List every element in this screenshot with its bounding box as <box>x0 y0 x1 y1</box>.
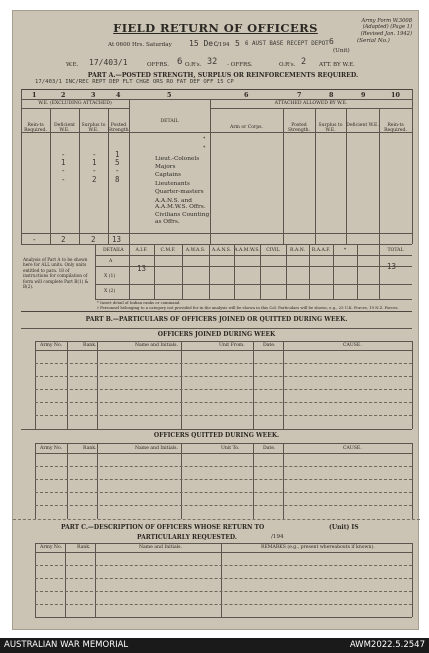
part-c-vline <box>95 543 96 617</box>
analysis-head: C.M.F. <box>160 248 176 253</box>
total-c1: - <box>32 235 37 244</box>
part-b-top-rule <box>21 311 412 312</box>
aif-value: 13 <box>137 264 147 273</box>
total-c2: 2 <box>61 235 66 244</box>
joined-row-rule <box>35 402 412 403</box>
col-head: Rein-ts Required. <box>384 123 407 133</box>
quitted-vline <box>181 443 182 519</box>
part-c-head-top <box>35 543 412 544</box>
col2-values <box>61 151 66 184</box>
quitted-head-bottom <box>35 453 412 454</box>
joined-row-rule <box>35 363 412 364</box>
col-head: Arm or Corps. <box>230 125 263 130</box>
offrs-handwritten: 6 <box>177 57 183 67</box>
analysis-footnotes <box>97 301 411 310</box>
army-form-label <box>361 18 412 37</box>
rank-lt-colonels: Lieut.-Colonels <box>155 156 200 162</box>
part-c-vline <box>221 543 222 617</box>
joined-col-head: Army No. <box>40 343 63 348</box>
joined-row-rule <box>35 415 412 416</box>
typed-we-line: 17/403/1 INC/REC REPT DEP FLT CHGE ORS RO FAT DEF OFF 15 CP <box>35 79 234 85</box>
footnote: * Insert detail of Indian ranks or command. <box>97 300 181 305</box>
quitted-vline <box>253 443 254 519</box>
rank-captains: Captains <box>155 172 181 179</box>
form-title: FIELD RETURN OF OFFICERS <box>113 21 318 35</box>
quitted-row-rule <box>35 492 412 493</box>
quitted-col-head: Army No. <box>40 446 63 451</box>
col-head: Surplus to W.E. <box>81 123 106 133</box>
we-excluding-header: W.E. (EXCLUDING ATTACHED) <box>38 101 112 106</box>
part-c-vline <box>65 543 66 617</box>
serial-no-label: (Serial No.) <box>357 38 390 44</box>
col4-values <box>115 151 120 184</box>
analysis-head: DETAIL <box>102 248 122 253</box>
col-head: Posted Strength. <box>287 123 311 133</box>
part-c-bottom-rule <box>35 617 412 618</box>
col-number: 9 <box>361 91 366 99</box>
col-head: Deficient W.E. <box>53 123 76 133</box>
rank-list <box>155 155 211 225</box>
col-head: Rein-ts Required. <box>24 123 47 133</box>
joined-vline <box>412 341 413 429</box>
att-label: ATT. BY W.E. <box>319 62 355 68</box>
part-c-col-head: REMARKS (e.g., present whereabouts if known). <box>261 545 375 550</box>
archive-caption-bar <box>0 638 429 653</box>
date-handwritten: 15 Dec <box>189 39 218 48</box>
analysis-note: Analysis of Part A to be shown here for ALL units. Only units entitled to para. 18 of instructions for compilation of form will complete Part B(1) & B(2). <box>23 257 89 290</box>
quitted-col-head: Rank. <box>83 446 97 451</box>
rank-majors: Majors <box>155 164 176 171</box>
analysis-row-label: X (1) <box>104 274 116 279</box>
cell-value: - <box>61 150 66 159</box>
cell-value: - <box>115 166 120 176</box>
detail-header: DETAIL <box>160 119 179 124</box>
part-c-head-bottom <box>35 552 412 553</box>
joined-col-head: CAUSE. <box>343 343 362 348</box>
joined-row-rule <box>35 376 412 377</box>
col-number: 5 <box>167 91 172 99</box>
cell-value: 1 <box>92 158 97 168</box>
cell-value: 2 <box>92 174 97 184</box>
analysis-row-label: X (2) <box>104 289 116 294</box>
col-number-rule <box>21 99 412 100</box>
part-c-row-rule <box>35 578 412 579</box>
part-c-year: /194 <box>271 534 284 540</box>
ors-label: O.R's. <box>185 62 202 68</box>
part-a-title: PART A.—POSTED STRENGTH, SURPLUS OR REINFORCEMENTS REQUIRED. <box>87 72 359 79</box>
total-value: 13 <box>387 262 397 271</box>
ors-handwritten: 32 <box>207 57 218 67</box>
analysis-head: A.A.N.S. <box>211 248 232 253</box>
col-number: 10 <box>391 91 400 99</box>
part-b-title: PART B.—PARTICULARS OF OFFICERS JOINED OR QUITTED DURING WEEK. <box>85 316 348 323</box>
part-c-col-head: Rank. <box>77 545 91 550</box>
archive-name: AUSTRALIAN WAR MEMORIAL <box>4 640 129 650</box>
col-number: 3 <box>91 91 96 99</box>
year-prefix: /194 <box>217 42 230 48</box>
form-sheet <box>12 10 419 630</box>
star-mark: * <box>203 137 206 142</box>
analysis-head: A.W.A.S. <box>185 248 206 253</box>
analysis-row-rule <box>95 284 412 285</box>
cell-value: 1 <box>115 150 120 159</box>
ors2-label: O.R's. <box>279 62 296 68</box>
rank-quartermasters: Quarter-masters <box>155 188 204 195</box>
col-head: Posted Strength. <box>108 123 131 133</box>
border-left <box>21 89 22 244</box>
unit-label: (Unit) <box>333 48 350 54</box>
analysis-head: * <box>343 248 347 253</box>
joined-head-bottom <box>35 350 412 351</box>
perforation-line <box>13 519 420 520</box>
unit-typed: 6 AUST BASE RECEPT DEPOT <box>245 41 329 47</box>
analysis-head: TOTAL <box>387 248 404 253</box>
col-number: 6 <box>244 91 249 99</box>
quitted-col-head: Date. <box>263 446 276 451</box>
analysis-head-rule <box>95 255 412 256</box>
quitted-vline <box>35 443 36 519</box>
joined-head-top <box>35 341 412 342</box>
col-number: 2 <box>61 91 66 99</box>
part-c-col-head: Army No. <box>40 545 63 550</box>
army-form-line-1: Army Form W.3008 <box>361 18 412 24</box>
quitted-vline <box>283 443 284 519</box>
we-excl-rule <box>21 108 129 109</box>
table-bottom-rule <box>21 244 412 245</box>
quitted-col-head: Unit To. <box>221 446 240 451</box>
cell-value: 8 <box>115 174 120 184</box>
border-right <box>412 89 413 244</box>
analysis-vline <box>357 244 358 299</box>
quitted-head-top <box>35 443 412 444</box>
part-c-title: PART C.—DESCRIPTION OF OFFICERS WHOSE RETURN TO <box>61 524 265 531</box>
table-top-border <box>21 89 412 90</box>
part-c-row-rule <box>35 604 412 605</box>
at-hours-label: At 0600 Hrs. Saturday <box>108 42 172 48</box>
quitted-col-head: CAUSE. <box>343 446 362 451</box>
joined-bottom-rule <box>21 429 412 430</box>
cell-value: - <box>61 174 66 184</box>
footnote: † Personnel belonging to a category not provided for in the analysis will be shown in this Col. Particulars will be shown, e.g., 25 U.K. Forces, 19 N.Z. Forces. <box>97 304 399 310</box>
year-handwritten: 5 <box>235 39 240 48</box>
joined-col-head: Name and Initials. <box>135 343 178 348</box>
analysis-head: A <box>120 248 124 253</box>
part-c-vline <box>35 543 36 617</box>
joined-col-head: Unit From. <box>219 343 245 348</box>
analysis-head: CIVIL <box>266 248 280 253</box>
col-number: 8 <box>329 91 334 99</box>
part-b-rule <box>21 328 412 329</box>
quitted-row-rule <box>35 505 412 506</box>
cell-value: 5 <box>115 158 120 168</box>
col-number: 1 <box>32 91 37 99</box>
quitted-vline <box>412 443 413 519</box>
cell-value: - <box>92 166 97 176</box>
total-c3: 2 <box>91 235 96 244</box>
cell-value: - <box>61 166 66 176</box>
part-c-unit-is: (Unit) IS <box>329 524 359 531</box>
quitted-vline <box>97 443 98 519</box>
cell-value: 1 <box>61 158 66 168</box>
quitted-col-head: Name and Initials. <box>135 446 178 451</box>
quitted-vline <box>67 443 68 519</box>
col-number: 7 <box>297 91 302 99</box>
offrs2-label: - OFFRS. <box>227 62 253 68</box>
analysis-head: A.I.F. <box>135 248 148 253</box>
analysis-head: R.A.N. <box>290 248 305 253</box>
analysis-head: R.A.A.F. <box>311 248 331 253</box>
vline-c8 <box>346 108 347 244</box>
ors2-handwritten: 2 <box>301 57 307 67</box>
col-number: 4 <box>116 91 121 99</box>
col-head: Deficient W.E. <box>346 123 379 128</box>
we-label: W.E. <box>66 62 79 68</box>
rank-civilians: Civilians Counting as Offrs. <box>155 212 210 225</box>
part-c-vline <box>412 543 413 617</box>
star-mark: * <box>203 146 206 151</box>
quitted-row-rule <box>35 479 412 480</box>
army-form-line-2: (Adapted) (Page 1) <box>362 24 412 31</box>
archive-accession: AWM2022.5.2547 <box>349 640 425 650</box>
joined-row-rule <box>35 389 412 390</box>
offrs-label: OFFRS. <box>147 62 169 68</box>
rank-aans: A.A.N.S. and A.A.M.W.S. Offrs. <box>155 198 206 211</box>
joined-title: OFFICERS JOINED DURING WEEK <box>157 331 276 338</box>
part-c-line2: PARTICULARLY REQUESTED. <box>137 534 237 541</box>
handwritten-serial: 6 <box>329 37 334 46</box>
attached-header: ATTACHED ALLOWED BY W.E. <box>274 101 348 106</box>
quitted-row-rule <box>35 466 412 467</box>
part-c-col-head: Name and Initials. <box>139 545 182 550</box>
part-c-row-rule <box>35 565 412 566</box>
part-c-row-rule <box>35 591 412 592</box>
joined-col-head: Rank. <box>83 343 97 348</box>
army-form-line-3: (Revised Jan. 1942) <box>360 30 412 37</box>
joined-col-head: Date. <box>263 343 276 348</box>
att-rule <box>210 108 412 109</box>
total-c4: 13 <box>112 235 122 244</box>
analysis-head: A.A.M.W.S. <box>234 248 260 253</box>
col3-values <box>92 151 97 184</box>
rank-lieutenants: Lieutenants <box>155 180 190 187</box>
col-head: Surplus to W.E. <box>318 123 343 133</box>
quitted-title: OFFICERS QUITTED DURING WEEK. <box>153 432 280 439</box>
analysis-row-label: A <box>109 259 113 264</box>
cell-value: - <box>92 150 97 159</box>
we-handwritten: 17/403/1 <box>89 58 128 67</box>
